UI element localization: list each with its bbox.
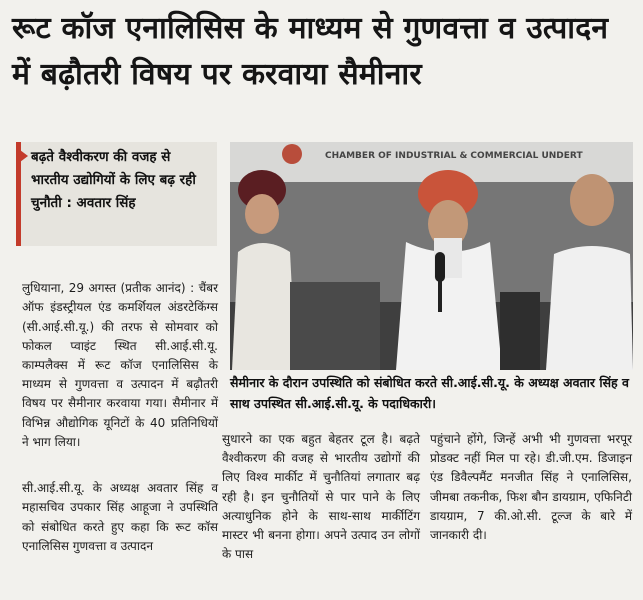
- article-paragraph-1: लुधियाना, 29 अगस्त (प्रतीक आनंद) : चैंबर ऑफ इंडस्ट्रीयल एंड कमर्शियल अंडरटेकिंग्स (सी.आई.सी.यू.) की तरफ से सोमवार को फोकल प्वाइंट स्थित सी.आई.सी.यू. काम्पलैक्स में रूट कॉज एनालिसिस के माध्यम से गुणवत्ता व उत्पादन में बढ़ौतरी विषय पर सैमीनार करवाया गया। सैमीनार में विभिन्न औद्योगिक यूनिटों के 40 प्रतिनिधियों ने भाग लिया।: [22, 281, 218, 449]
- kicker-arrow-icon: [20, 150, 28, 162]
- photo-banner-text: CHAMBER OF INDUSTRIAL & COMMERCIAL UNDERT: [325, 151, 583, 161]
- headline: रूट कॉज एनालिसिस के माध्यम से गुणवत्ता व उत्पादन में बढ़ौतरी विषय पर करवाया सैमीनार: [12, 11, 609, 92]
- banner-logo-icon: [282, 144, 302, 164]
- news-photo: [230, 142, 633, 370]
- kicker-box: [16, 142, 217, 246]
- article-paragraph-2: सी.आई.सी.यू. के अध्यक्ष अवतार सिंह व महासचिव उपकार सिंह आहूजा ने उपस्थिति को संबोधित करते हुए कहा कि रूट कॉस एनालिसिस गुणवत्ता व उत्पादन: [22, 481, 218, 553]
- article-column-3: पहुंचाने होंगे, जिन्हें अभी भी गुणवत्ता भरपूर प्रोडक्ट नहीं मिल पा रहे। डी.जी.एम. डिजाइन एंड डिवैल्पमैंट मनजीत सिंह ने एनालिसिस, जीमबा तकनीक, फिश बौन डायग्राम, एफिनिटी डायग्राम, 7 की.ओ.सी. टूल्ज के बारे में जानकारी दी।: [430, 432, 632, 543]
- seminar-photo-illustration: [230, 142, 633, 370]
- article-column-2: सुधारने का एक बहुत बेहतर टूल है। बढ़ते वैश्वीकरण की वजह से भारतीय उद्योगों की लिए विश्व मार्कीट में चुनौतियां लगातार बढ़ रही है। इन चुनौतियों से पार पाने के लिए अत्याधुनिक होने के साथ-साथ मार्कीटिंग मास्टर भी बनना होगा। अपने उत्पाद उन लोगों के पास: [222, 432, 420, 562]
- article-column-1: [22, 260, 218, 575]
- photo-caption: सैमीनार के दौरान उपस्थिति को संबोधित करते सी.आई.सी.यू. के अध्यक्ष अवतार सिंह व साथ उपस्थित सी.आई.सी.यू. के पदाधिकारी।: [230, 375, 629, 411]
- kicker-text: बढ़ते वैश्वीकरण की वजह से भारतीय उद्योगियों के लिए बढ़ रही चुनौती : अवतार सिंह: [31, 149, 196, 211]
